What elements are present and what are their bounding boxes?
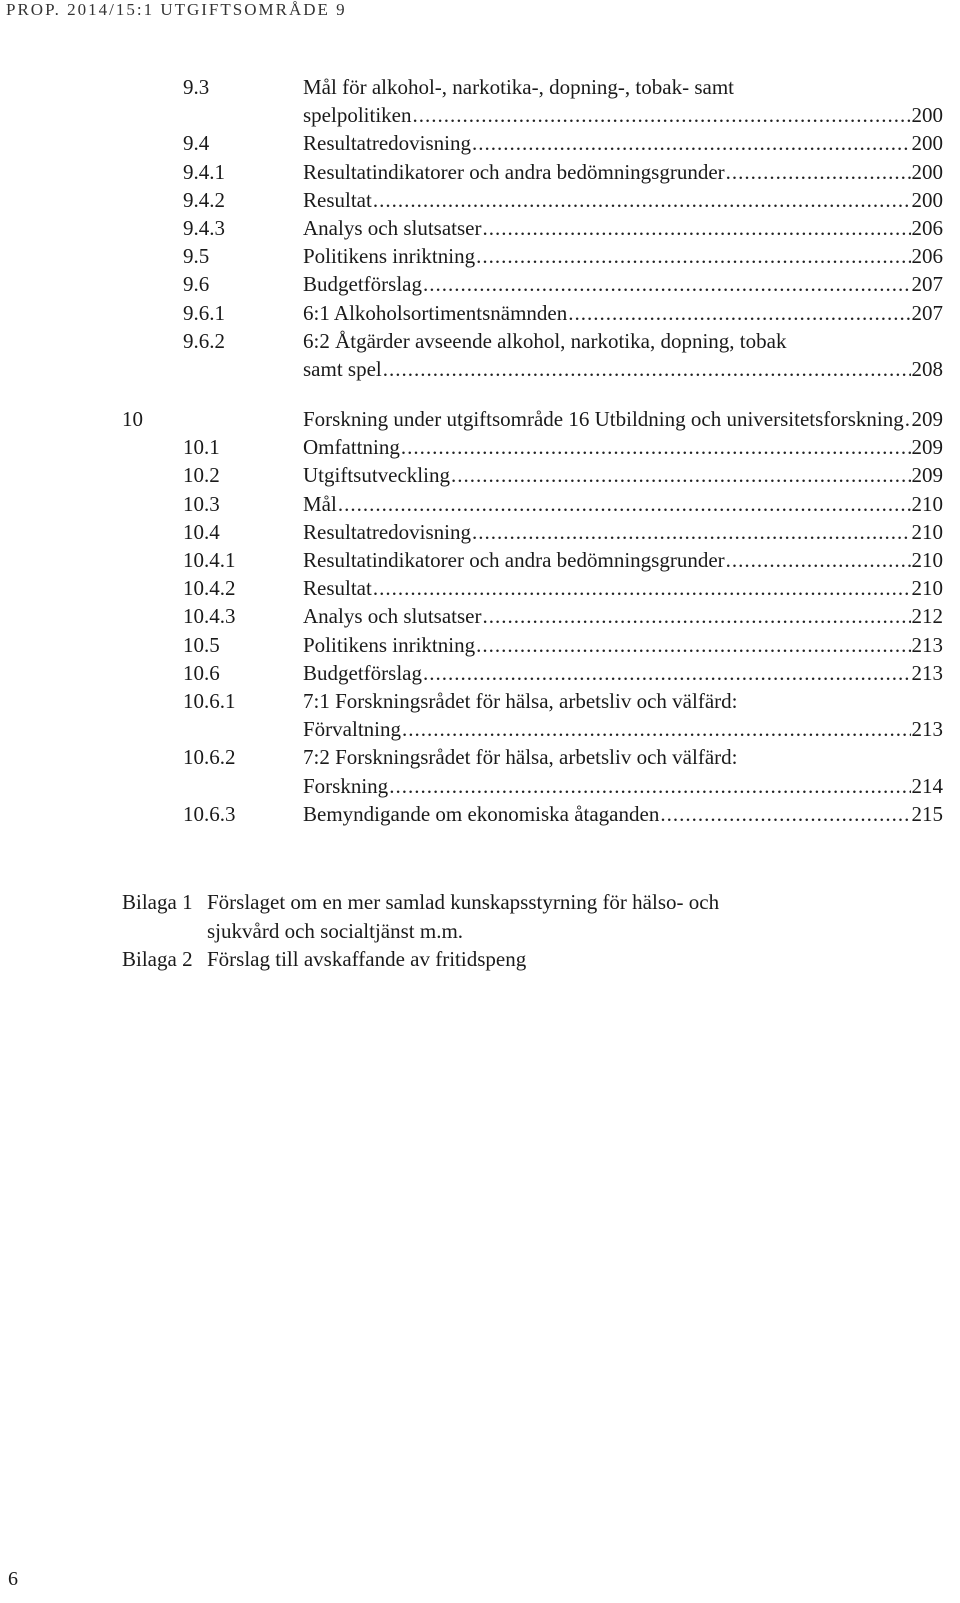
toc-entry[interactable] bbox=[0, 631, 960, 659]
toc-title: Resultatindikatorer och andra bedömningsgrunder bbox=[303, 548, 725, 572]
toc-title: 6:2 Åtgärder avseende alkohol, narkotika, dopning, tobak bbox=[303, 328, 787, 353]
toc-title: 7:2 Forskningsrådet för hälsa, arbetsliv och välfärd: bbox=[303, 745, 738, 770]
toc-number: 9.5 bbox=[183, 244, 210, 269]
toc-title: Omfattning bbox=[303, 435, 400, 460]
page-number: 6 bbox=[8, 1568, 18, 1590]
annex-label: Bilaga 1 bbox=[122, 890, 193, 914]
toc-number: 9.6 bbox=[183, 272, 210, 297]
toc-title: Forskning under utgiftsområde 16 Utbildning och universitetsforskning bbox=[303, 407, 904, 432]
annex-entry[interactable] bbox=[122, 945, 719, 974]
toc-page: 200 bbox=[911, 103, 943, 128]
toc-number: 10.4.2 bbox=[183, 576, 236, 601]
toc-title: Resultat bbox=[303, 576, 372, 601]
toc-title: Budgetförslag bbox=[303, 272, 422, 297]
annex-label: Bilaga 2 bbox=[122, 947, 193, 971]
toc-page: 213 bbox=[911, 660, 943, 685]
table-of-contents bbox=[0, 73, 960, 828]
toc-entry[interactable] bbox=[0, 743, 960, 771]
toc-number: 9.4 bbox=[183, 131, 210, 156]
toc-entry-continuation[interactable] bbox=[0, 715, 960, 743]
toc-page: 213 bbox=[911, 632, 943, 657]
toc-entry-continuation[interactable] bbox=[0, 772, 960, 800]
toc-title: 6:1 Alkoholsortimentsnämnden bbox=[303, 300, 568, 325]
toc-page: 214 bbox=[911, 773, 943, 798]
toc-entry[interactable] bbox=[0, 73, 960, 101]
toc-page: 210 bbox=[911, 491, 943, 516]
toc-entry[interactable] bbox=[0, 602, 960, 630]
toc-number: 10.5 bbox=[183, 632, 220, 657]
toc-page: 210 bbox=[911, 519, 943, 544]
toc-entry[interactable] bbox=[0, 659, 960, 687]
toc-page: 200 bbox=[911, 131, 943, 156]
toc-page: 206 bbox=[911, 244, 943, 269]
toc-entry[interactable] bbox=[0, 242, 960, 270]
toc-title: Politikens inriktning bbox=[303, 632, 476, 657]
toc-title: Resultatindikatorer och andra bedömningsgrunder bbox=[303, 159, 725, 184]
toc-entry[interactable] bbox=[0, 270, 960, 298]
toc-title: Mål för alkohol-, narkotika-, dopning-, tobak- samt bbox=[303, 75, 734, 99]
toc-entry[interactable] bbox=[0, 186, 960, 214]
toc-entry[interactable] bbox=[0, 687, 960, 715]
toc-title: Analys och slutsatser bbox=[303, 604, 482, 629]
toc-entry[interactable] bbox=[0, 299, 960, 327]
toc-title-continuation: spelpolitiken bbox=[303, 103, 412, 128]
toc-entry[interactable] bbox=[0, 518, 960, 546]
toc-number: 9.6.1 bbox=[183, 300, 225, 325]
toc-chapter-10[interactable] bbox=[0, 405, 960, 433]
toc-page: 200 bbox=[911, 159, 943, 184]
toc-number: 10.6.1 bbox=[183, 688, 236, 713]
annex-entry-continuation bbox=[122, 917, 719, 946]
toc-entry[interactable] bbox=[0, 327, 960, 355]
toc-page: 209 bbox=[911, 463, 943, 488]
toc-entry[interactable] bbox=[0, 129, 960, 157]
toc-title-continuation: samt spel bbox=[303, 356, 382, 381]
toc-entry[interactable] bbox=[0, 546, 960, 574]
toc-title: Budgetförslag bbox=[303, 660, 422, 685]
toc-number: 10.4.3 bbox=[183, 604, 236, 629]
toc-page: 212 bbox=[911, 604, 943, 629]
toc-number: 10.4 bbox=[183, 519, 220, 544]
toc-number: 10.2 bbox=[183, 463, 220, 488]
toc-entry[interactable] bbox=[0, 461, 960, 489]
toc-number: 10.6 bbox=[183, 660, 220, 685]
toc-entry-continuation[interactable] bbox=[0, 101, 960, 129]
toc-number: 10.1 bbox=[183, 435, 220, 460]
toc-title: Mål bbox=[303, 491, 337, 516]
annex-entry[interactable] bbox=[122, 888, 719, 917]
toc-number: 9.3 bbox=[183, 75, 210, 99]
toc-page: 207 bbox=[911, 272, 943, 297]
toc-number: 9.4.3 bbox=[183, 215, 225, 240]
toc-page: 209 bbox=[911, 435, 943, 460]
toc-number: 9.4.2 bbox=[183, 187, 225, 212]
toc-number: 10.3 bbox=[183, 491, 220, 516]
annex-title-continuation: sjukvård och socialtjänst m.m. bbox=[207, 918, 464, 943]
toc-title: Analys och slutsatser bbox=[303, 215, 482, 240]
toc-number: 10.4.1 bbox=[183, 548, 236, 572]
toc-title-continuation: Forskning bbox=[303, 773, 389, 798]
toc-page: 209 bbox=[911, 407, 943, 432]
toc-page: 207 bbox=[911, 300, 943, 325]
toc-page: 210 bbox=[911, 576, 943, 601]
toc-title: Politikens inriktning bbox=[303, 244, 476, 269]
toc-chapter-9-entries bbox=[0, 73, 960, 383]
toc-page: 200 bbox=[911, 187, 943, 212]
toc-entry[interactable] bbox=[0, 214, 960, 242]
toc-entry[interactable] bbox=[0, 800, 960, 828]
toc-page: 208 bbox=[911, 356, 943, 381]
toc-number: 9.4.1 bbox=[183, 159, 225, 184]
toc-number: 10.6.3 bbox=[183, 801, 236, 826]
toc-entry[interactable] bbox=[0, 158, 960, 186]
toc-entry[interactable] bbox=[0, 490, 960, 518]
toc-title: Resultatredovisning bbox=[303, 131, 471, 156]
toc-chapter-10-entries bbox=[0, 433, 960, 828]
toc-page: 215 bbox=[911, 801, 943, 826]
toc-title: 7:1 Forskningsrådet för hälsa, arbetsliv och välfärd: bbox=[303, 688, 738, 713]
toc-entry[interactable] bbox=[0, 433, 960, 461]
annex-title: Förslag till avskaffande av fritidspeng bbox=[207, 947, 527, 971]
toc-number: 9.6.2 bbox=[183, 328, 225, 353]
toc-page: 210 bbox=[911, 548, 943, 572]
toc-entry-continuation[interactable] bbox=[0, 355, 960, 383]
running-header: PROP. 2014/15:1 UTGIFTSOMRÅDE 9 bbox=[6, 0, 347, 19]
toc-title: Utgiftsutveckling bbox=[303, 463, 450, 488]
annex-title: Förslaget om en mer samlad kunskapsstyrning för hälso- och bbox=[207, 890, 720, 914]
toc-number: 10.6.2 bbox=[183, 745, 236, 770]
toc-title: Bemyndigande om ekonomiska åtaganden bbox=[303, 801, 660, 826]
toc-title: Resultatredovisning bbox=[303, 519, 471, 544]
toc-page: 213 bbox=[911, 717, 943, 742]
toc-title-continuation: Förvaltning bbox=[303, 717, 401, 742]
toc-title: Resultat bbox=[303, 187, 372, 212]
toc-number: 10 bbox=[122, 407, 143, 432]
toc-entry[interactable] bbox=[0, 574, 960, 602]
toc-page: 206 bbox=[911, 215, 943, 240]
annex-list bbox=[122, 888, 719, 974]
